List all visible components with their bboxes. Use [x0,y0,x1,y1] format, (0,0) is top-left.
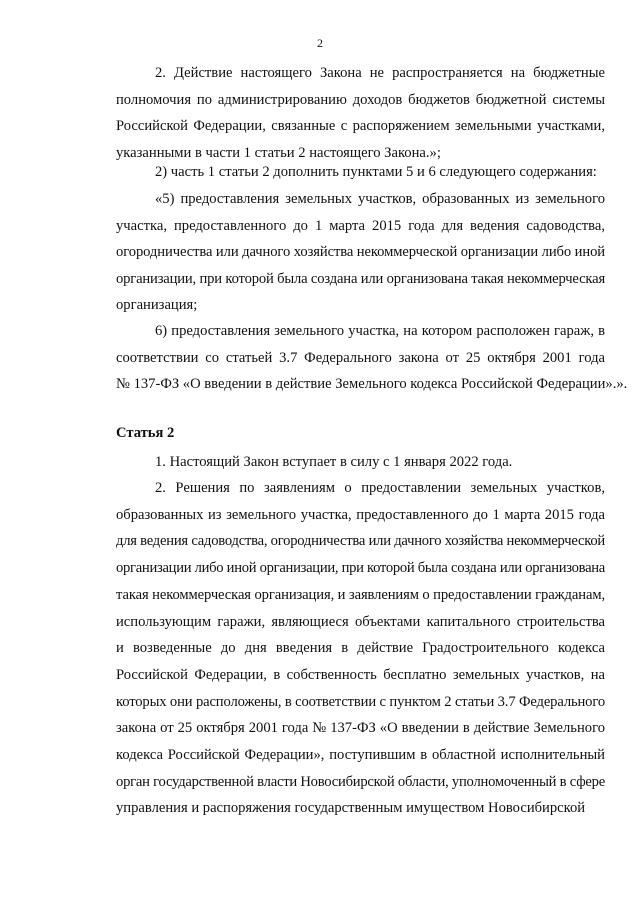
text-line: Российской Федерации, связанные с распоряжением земельными участками, [116,118,605,135]
text-line: 2. Действие настоящего Закона не распространяется на бюджетные [155,65,605,81]
page-number: 2 [317,36,323,50]
text-line: управления и распоряжения государственным имуществом Новосибирской [116,800,586,817]
paragraph-text [77,449,605,476]
text-line: огородничества или дачного хозяйства некоммерческой организации либо иной [116,244,605,261]
text-line: которых они расположены, в соответствии с пунктом 2 статьи 3.7 Федерального [116,693,605,710]
paragraph-amendment-intro [77,159,605,186]
paragraph-entry-into-force [77,449,605,476]
text-line: 1. Настоящий Закон вступает в силу с 1 января 2022 года. [155,454,513,470]
paragraph-law-scope [77,60,605,166]
paragraph-text [77,60,605,166]
article-heading: Статья 2 [116,425,175,441]
text-line: образованных из земельного участка, предоставленного до 1 марта 2015 года [116,506,605,523]
text-line: соответствии со статьей 3.7 Федерального закона от 25 октября 2001 года [116,349,605,366]
text-line: использующим гаражи, являющиеся объектами капитального строительства [116,613,605,630]
text-line: указанными в части 1 статьи 2 настоящего Закона.»; [116,144,441,161]
text-line: орган государственной власти Новосибирской области, уполномоченный в сфере [116,773,605,790]
paragraph-text [77,318,628,398]
text-line: кодекса Российской Федерации», поступившим в областной исполнительный [116,747,605,764]
article-2-heading-block [77,420,605,447]
text-line: такая некоммерческая организация, и заявлениям о предоставлении гражданам, [116,586,605,603]
text-line: «5) предоставления земельных участков, образованных из земельного [155,191,605,207]
text-line: полномочия по администрированию доходов бюджетов бюджетной системы [116,91,605,108]
paragraph-item-5 [77,186,605,319]
text-line: организации либо иной организации, при которой была создана или организована [116,560,606,577]
text-line: организации, при которой была создана или организована такая некоммерческая [116,270,605,287]
text-line: 6) предоставления земельного участка, на котором расположен гараж, в [155,323,605,339]
paragraph-text [77,475,605,822]
text-line: и возведенные до дня введения в действие Градостроительного кодекса [116,640,605,657]
text-line: 2) часть 1 статьи 2 дополнить пунктами 5 и 6 следующего содержания: [155,164,597,180]
paragraph-text [77,159,605,186]
text-line: закона от 25 октября 2001 года № 137-ФЗ «О введении в действие Земельного [116,720,605,737]
text-line: Российской Федерации, в собственность бесплатно земельных участков, на [116,666,605,683]
text-line: 2. Решения по заявлениям о предоставлении земельных участков, [155,480,605,496]
text-line: организация; [116,297,198,314]
text-line: для ведения садоводства, огородничества или дачного хозяйства некоммерческой [116,533,605,550]
text-line: участка, предоставленного до 1 марта 2015 года для ведения садоводства, [116,217,605,234]
paragraph-transitional [77,475,605,822]
paragraph-text [77,186,605,319]
paragraph-item-6 [77,318,628,398]
text-line: № 137-ФЗ «О введении в действие Земельного кодекса Российской Федерации».». [116,376,628,393]
